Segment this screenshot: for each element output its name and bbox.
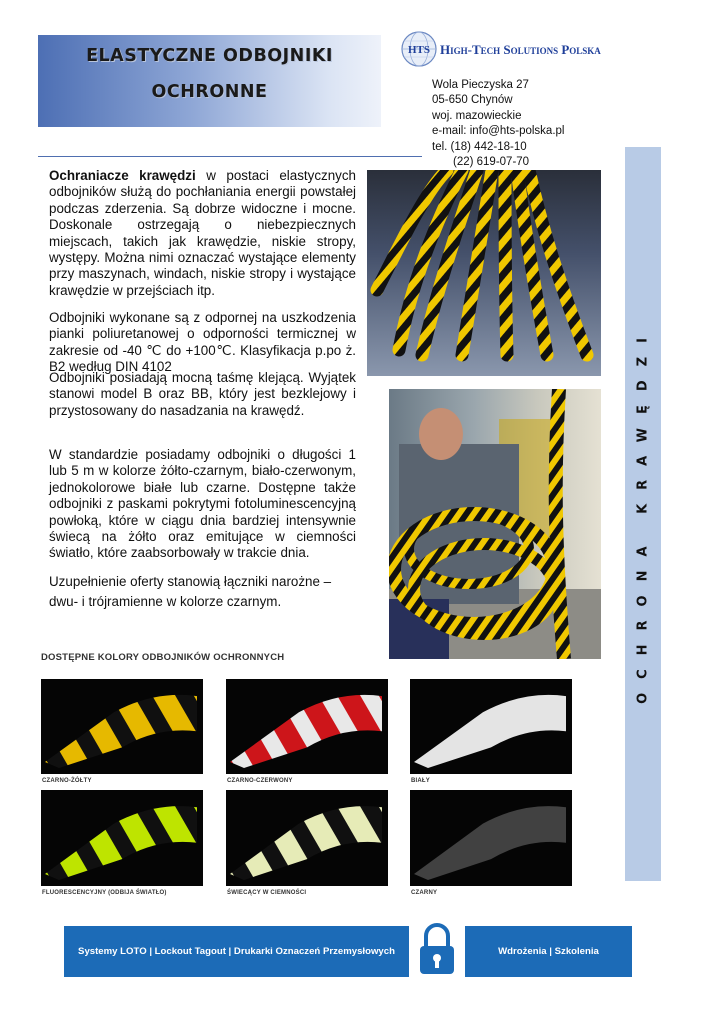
white-bumper-icon <box>410 679 572 774</box>
contact-phone-1: tel. (18) 442-18-10 <box>432 140 527 153</box>
page-title-line-2: OCHRONNE <box>151 82 268 102</box>
connectors-line-2: dwu- i trójramienne w kolorze czarnym. <box>49 594 282 610</box>
swatch-white-bumper <box>410 679 572 774</box>
connectors-line-1: Uzupełnienie oferty stanowią łączniki narożne – <box>49 574 332 589</box>
photo-bumper-strips <box>367 170 601 376</box>
contact-street: Wola Pieczyska 27 <box>432 79 529 91</box>
footer-right-banner: Wdrożenia | Szkolenia <box>465 926 632 977</box>
contact-block <box>432 78 564 170</box>
swatch-black-bumper <box>410 790 572 886</box>
company-logo-icon <box>398 27 440 71</box>
swatch-label: ŚWIECĄCY W CIEMNOŚCI <box>227 890 307 896</box>
black-bumper-icon <box>410 790 572 886</box>
page-title-line-1: ELASTYCZNE ODBOJNIKI <box>86 46 333 66</box>
contact-phone-2: (22) 619-07-70 <box>453 156 530 169</box>
photo-worker-with-roll <box>389 389 601 659</box>
paragraph-standard <box>49 447 356 562</box>
footer-left-banner: Systemy LOTO | Lockout Tagout | Drukarki Oznaczeń Przemysłowych <box>64 926 409 977</box>
swatch-label: CZARNO-ŻÓŁTY <box>42 778 92 784</box>
side-label: OCHRONA KRAWĘDZI <box>635 324 651 704</box>
title-banner <box>38 35 381 127</box>
glow-bumper-icon <box>226 790 388 886</box>
contact-email[interactable]: e-mail: info@hts-polska.pl <box>432 125 565 138</box>
paragraph-intro <box>49 168 356 299</box>
paragraph-material <box>49 310 356 376</box>
standard-text: W standardzie posiadamy odbojniki o długości 1 lub 5 m w kolorze żółto-czarnym, biało-czerwonym, jednokolorowe białe lub czarne. Dostępne także odbojniki z paskami pokrytymi fotoluminescencyjną powłoką, które w ciągu dnia bardziej intensywnie świecą na żółto oraz emitujące w ciemności światło, które zaabsorbowały w trakcie dnia. <box>49 447 356 561</box>
swatch-label: CZARNY <box>411 890 438 896</box>
paragraph-connectors <box>49 574 356 611</box>
swatch-glow-bumper <box>226 790 388 886</box>
paragraph-adhesive <box>49 370 356 419</box>
intro-bold-lead: Ochraniacze krawędzi <box>49 168 196 183</box>
contact-region: woj. mazowieckie <box>432 109 522 122</box>
swatch-yellow-black-bumper <box>41 679 203 774</box>
adhesive-text: Odbojniki posiadają mocną taśmę klejącą. Wyjątek stanowi model B oraz BB, który jest bezklejowy i przystosowany do nasadzania na krawędź. <box>49 370 356 418</box>
material-text: Odbojniki wykonane są z odpornej na uszkodzenia pianki poliuretanowej o odporności termicznej w zakresie od -40 ℃ do +100℃. Klasyfikacja p.po ż. B2 według DIN 4102 <box>49 310 356 375</box>
contact-postal-city: 05-650 Chynów <box>432 94 513 107</box>
yellow-black-bumper-icon <box>41 679 203 774</box>
swatch-red-white-bumper <box>226 679 388 774</box>
header-divider <box>38 156 422 157</box>
swatch-label: FLUORESCENCYJNY (ODBIJA ŚWIATŁO) <box>42 890 167 896</box>
swatch-label: CZARNO-CZERWONY <box>227 778 293 784</box>
side-bar <box>625 147 661 881</box>
fluorescent-bumper-icon <box>41 790 203 886</box>
company-logo-text: HTS <box>407 44 431 56</box>
padlock-icon <box>412 922 462 978</box>
colors-heading: DOSTĘPNE KOLORY ODBOJNIKÓW OCHRONNYCH <box>41 652 285 663</box>
swatch-fluorescent-bumper <box>41 790 203 886</box>
company-name: High-Tech Solutions Polska <box>440 42 601 57</box>
red-white-bumper-icon <box>226 679 388 774</box>
swatch-label: BIAŁY <box>411 778 430 784</box>
intro-text: w postaci elastycznych odbojników służą do pochłaniania energii powstałej podczas zderzenia. Są dobrze widoczne i mocne. Doskonale ostrzegają o niebezpiecznych miejscach, takich jak krawędzie, niskie stropy, występy. Można nimi oznaczać wystające elementy przy maszynach, windach, niskie stropy i wystające krawędzie w przejściach itp. <box>49 168 357 298</box>
